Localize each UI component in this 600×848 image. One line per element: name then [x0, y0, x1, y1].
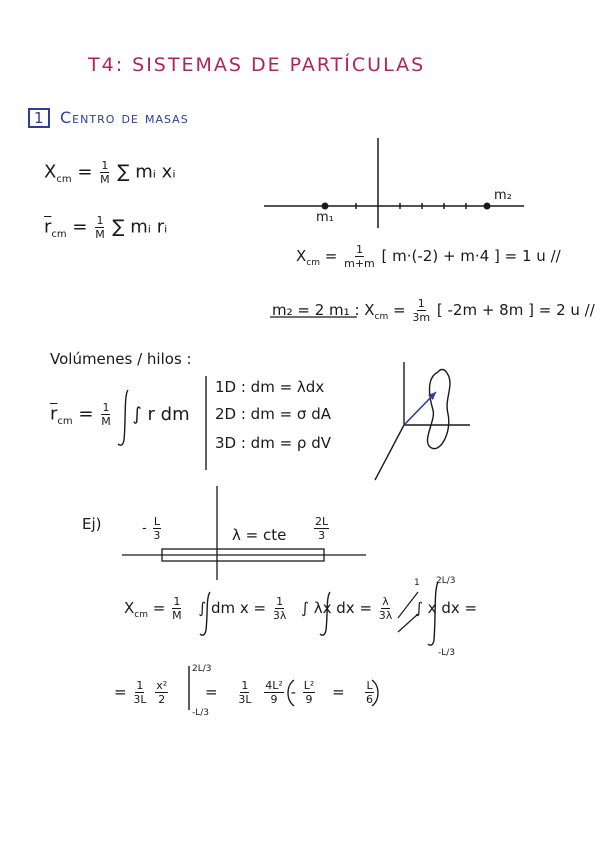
rod-right-end: $\frac{2L}{3}$ [315, 515, 329, 542]
volumes-heading: Volúmenes / hilos : [50, 350, 192, 368]
m1-point [322, 203, 329, 210]
case-1d: 1D : dm = λdx [215, 378, 325, 396]
section-number: 1 [28, 108, 50, 128]
rod-upper-limit: 2L/3 [436, 576, 456, 586]
case-3d: 3D : dm = ρ dV [215, 434, 331, 452]
eval-upper-limit: 2L/3 [192, 664, 212, 674]
3d-diagram [375, 362, 470, 480]
xcm-formula: $X_{cm}$ = $\frac{1}{M}$ ∑ mᵢ xᵢ [44, 159, 176, 186]
rcm-formula: $\overline{r}_{cm}$ = $\frac{1}{M}$ ∑ mᵢ rᵢ [44, 214, 168, 241]
case-2d: 2D : dm = σ dA [215, 405, 331, 423]
rod-lower-limit: -L/3 [438, 648, 456, 658]
lambda-constant: λ = cte [232, 526, 287, 544]
example-label: Ej) [82, 515, 102, 533]
page-title: T4: SISTEMAS DE PARTÍCULAS [88, 54, 426, 76]
m1-label: m₁ [316, 210, 334, 225]
m2-label: m₂ [494, 188, 512, 203]
rod-calc-line1: $X_{cm}$ = $\frac{1}{M}$ ∫ dm x = $\frac{1}{3\lambda}$ ∫ λx dx = $\frac{\lambda}{3\lambda}$ ∫ x dx = [124, 595, 478, 622]
strike-one: 1 [414, 578, 420, 588]
rod-left-end: - $\frac{L}{3}$ [142, 515, 161, 542]
example2-line: m₂ = 2 m₁ : $X_{cm}$ = $\frac{1}{3m}$ [ -2m + 8m ] = 2 u // [272, 297, 595, 324]
rod-calc-line2: = $\frac{1}{3L}$ $\frac{\text{x²}}{2}$ = $\frac{1}{3L}$ $\frac{\text{4L²}}{9}$ - $\frac{\text{L²}}{9}$ = $\frac{L}{6}$ [114, 679, 374, 706]
section-title: Centro de masas [60, 108, 189, 127]
example1-line: $X_{cm}$ = $\frac{1}{m+m}$ [ m·(-2) + m·4 ] = 1 u // [296, 243, 561, 270]
rcm-integral: $\overline{r}_{cm}$ = $\frac{1}{M}$ ∫ r dm [50, 401, 190, 428]
eval-lower-limit: -L/3 [192, 708, 210, 718]
m2-point [484, 203, 491, 210]
axis-diagram [264, 138, 524, 228]
